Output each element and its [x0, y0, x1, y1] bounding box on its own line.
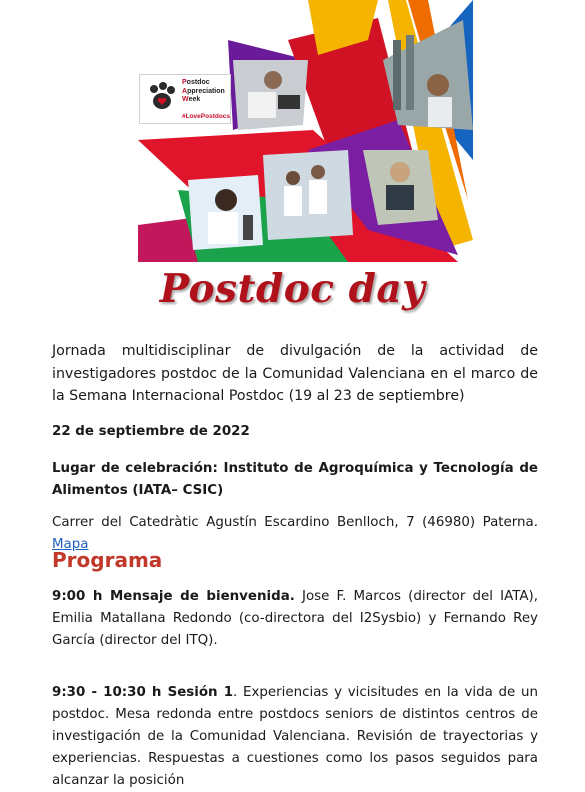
program-heading: Programa: [52, 548, 163, 572]
postdoc-appreciation-week-logo: [139, 74, 231, 124]
intro-paragraph: Jornada multidisciplinar de divulgación de la actividad de investigadores postdoc de la Comunidad Valenciana en el marco de la Semana Internacional Postdoc (19 al 23 de septiembre): [52, 343, 538, 404]
photo-lab-microscope: [188, 175, 263, 250]
program-item-session-1: [52, 682, 538, 792]
address-text: Carrer del Catedràtic Agustín Escardino Benlloch, 7 (46980) Paterna.: [52, 515, 538, 530]
header-collage: [138, 0, 473, 262]
program-item-body: . Experiencias y vicisitudes en la vida de un postdoc. Mesa redonda entre postdocs seniors de distintos centros de investigación de la Comunidad Valenciana. Revisión de trayectorias y experiencias. Respuestas a cuestiones como los pasos seguidos para alcanzar la posición: [52, 685, 538, 788]
event-date: 22 de septiembre de 2022: [52, 424, 250, 439]
logo-hashtag: #LovePostdocs: [182, 113, 231, 120]
program-item-welcome: [52, 586, 538, 652]
page-title: Postdoc day: [159, 266, 426, 312]
event-venue: Lugar de celebración: Instituto de Agroquímica y Tecnología de Alimentos (IATA– CSIC): [52, 461, 538, 498]
program-item-time-title: 9:00 h Mensaje de bienvenida.: [52, 589, 295, 604]
program-item-body: Jose F. Marcos (director del IATA), Emilia Matallana Redondo (co-directora del I2Sysbio) y Fernando Rey García (director del ITQ).: [52, 589, 538, 648]
photo-lab-team: [263, 150, 353, 240]
map-link[interactable]: Mapa: [52, 537, 89, 552]
paw-print-icon: [144, 81, 180, 113]
photo-laptop-student: [233, 60, 308, 130]
logo-text: Postdoc Appreciation Week: [182, 79, 225, 103]
program-item-time-title: 9:30 - 10:30 h Sesión 1: [52, 685, 234, 700]
